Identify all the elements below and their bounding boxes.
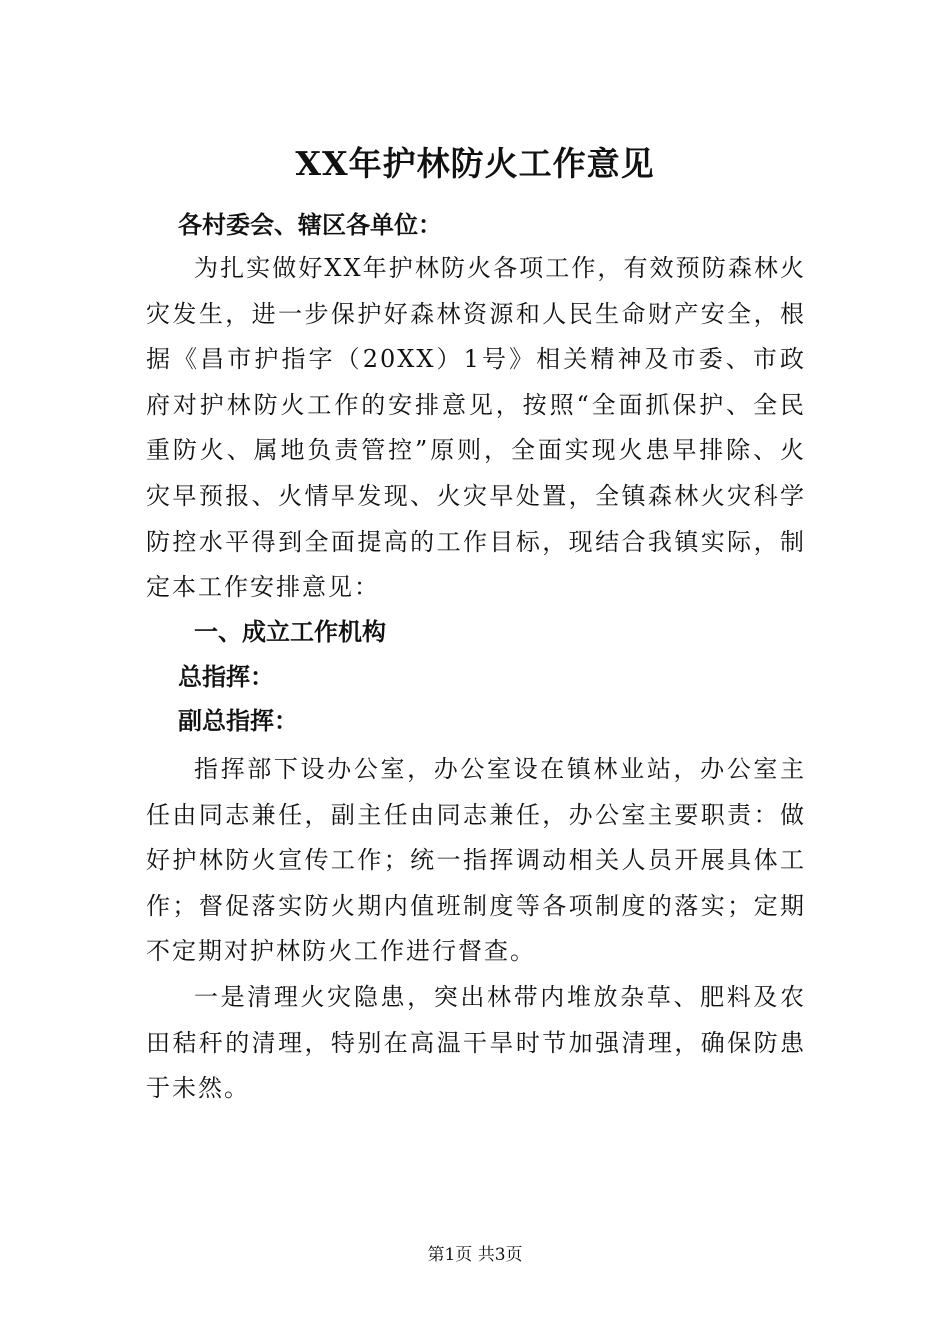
document-title: XX年护林防火工作意见 [295,144,655,183]
heading-deputy-commander: 副总指挥： [178,707,298,735]
paragraph-intro: 为扎实做好XX年护林防火各项工作，有效预防森林火灾发生，进一步保护好森林资源和人民生命财产安全，根据《昌市护指字（20XX）1号》相关精神及市委、市政府对护林防火工作的安排意见，按照“全面抓保护、全民重防火、属地负责管控”原则，全面实现火患早排除、火灾早预报、火情早发现、火灾早处置，全镇森林火灾科学防控水平得到全面提高的工作目标，现结合我镇实际，制定本工作安排意见： [146,254,806,602]
section-heading-organization: 一、成立工作机构 [194,618,386,646]
salutation: 各村委会、辖区各单位： [178,211,442,239]
paragraph-office: 指挥部下设办公室，办公室设在镇林业站，办公室主任由同志兼任，副主任由同志兼任，办公室主要职责：做好护林防火宣传工作；统一指挥调动相关人员开展具体工作；督促落实防火期内值班制度等各项制度的落实；定期不定期对护林防火工作进行督查。 [146,755,806,966]
page-number-footer: 第1页 共3页 [427,1245,523,1265]
paragraph-hazard-clearing: 一是清理火灾隐患，突出林带内堆放杂草、肥料及农田秸秆的清理，特别在高温干旱时节加强清理，确保防患于未然。 [146,983,806,1103]
heading-commander: 总指挥： [178,663,274,691]
